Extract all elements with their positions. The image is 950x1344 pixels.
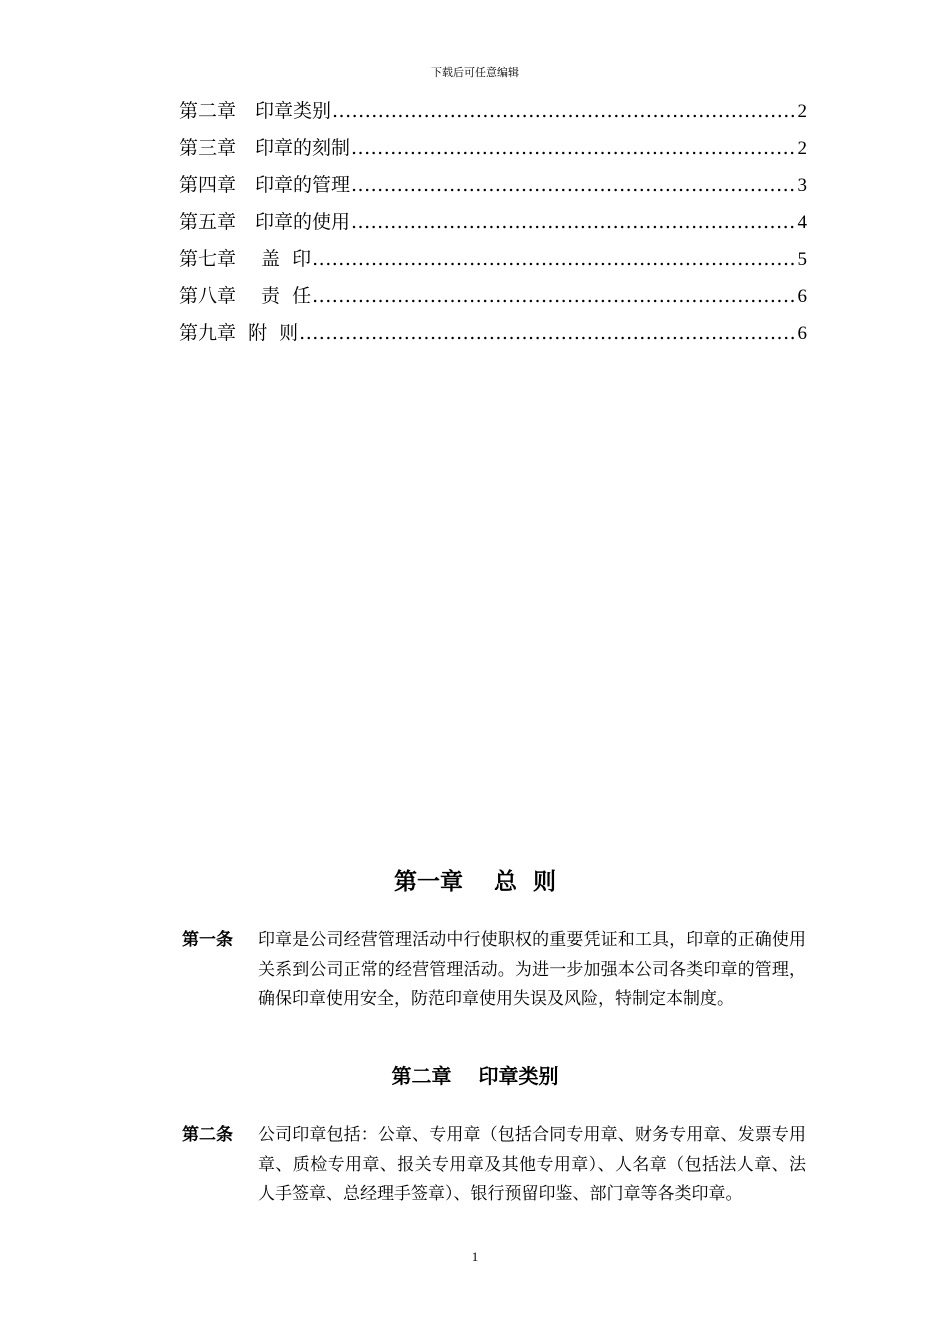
toc-item-label: 第二章 印章类别 (179, 100, 332, 122)
article-two-label: 第二条 (182, 1125, 233, 1145)
toc-leader-dots (332, 96, 796, 126)
toc-item[interactable] (179, 281, 807, 318)
toc-item-label: 第八章 责 任 (179, 285, 312, 307)
toc-item[interactable] (179, 207, 807, 244)
toc-item-page: 2 (797, 101, 807, 122)
header-note: 下载后可任意编辑 (431, 66, 519, 79)
toc-item-page: 4 (797, 212, 807, 233)
toc-item[interactable] (179, 170, 807, 207)
toc-leader-dots (351, 133, 796, 163)
article-one (182, 926, 806, 1015)
toc-item-page: 3 (797, 175, 807, 196)
toc-leader-dots (312, 281, 796, 311)
table-of-contents (179, 96, 807, 355)
toc-leader-dots (351, 170, 796, 200)
chapter-two-title: 第二章 印章类别 (391, 1064, 559, 1088)
toc-item[interactable] (179, 96, 807, 133)
toc-item-page: 2 (797, 138, 807, 159)
article-two (182, 1121, 806, 1210)
toc-item-label: 第五章 印章的使用 (179, 211, 351, 233)
toc-item-label: 第四章 印章的管理 (179, 174, 351, 196)
toc-item-page: 5 (797, 249, 807, 270)
toc-leader-dots (312, 244, 796, 274)
chapter-one-title: 第一章 总 则 (393, 868, 557, 895)
toc-leader-dots (299, 318, 796, 348)
toc-item-label: 第九章 附 则 (179, 322, 299, 344)
toc-item[interactable] (179, 133, 807, 170)
toc-item-label: 第七章 盖 印 (179, 248, 312, 270)
article-one-label: 第一条 (182, 930, 233, 950)
toc-item[interactable] (179, 318, 807, 355)
toc-item-page: 6 (797, 323, 807, 344)
toc-item-label: 第三章 印章的刻制 (179, 137, 351, 159)
toc-item-page: 6 (797, 286, 807, 307)
page-number: 1 (471, 1249, 479, 1264)
article-one-text: 印章是公司经营管理活动中行使职权的重要凭证和工具，印章的正确使用关系到公司正常的经营管理活动。为进一步加强本公司各类印章的管理，确保印章使用安全，防范印章使用失误及风险，特制定本制度。 (258, 930, 806, 1009)
toc-item[interactable] (179, 244, 807, 281)
article-two-text: 公司印章包括：公章、专用章（包括合同专用章、财务专用章、发票专用章、质检专用章、报关专用章及其他专用章）、人名章（包括法人章、法人手签章、总经理手签章）、银行预留印鉴、部门章等各类印章。 (258, 1125, 806, 1204)
toc-leader-dots (351, 207, 796, 237)
